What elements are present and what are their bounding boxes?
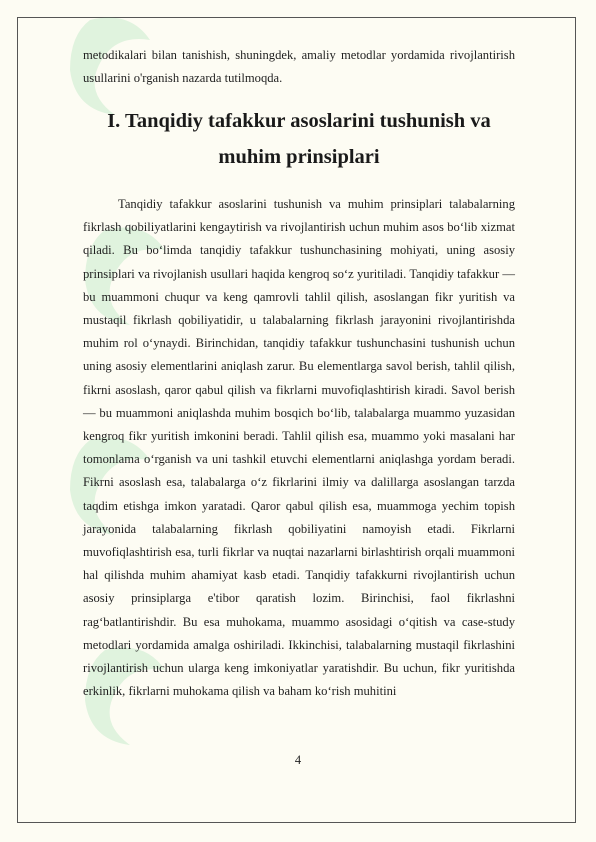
intro-paragraph: metodikalari bilan tanishish, shuningdek, amaliy metodlar yordamida rivojlantirish usullarini o'rganish nazarda tutilmoqda. [83, 48, 515, 85]
page-content [83, 44, 515, 703]
section-heading: I. Tanqidiy tafakkur asoslarini tushunish va muhim prinsiplari [107, 110, 491, 168]
page-number: 4 [294, 753, 302, 767]
body-paragraph: Tanqidiy tafakkur asoslarini tushunish va muhim prinsiplari talabalarning fikrlash qobiliyatlarini kengaytirish va rivojlantirish uchun muhim asos bo‘lib xizmat qiladi. Bu bo‘limda tanqidiy tafakkur tushunchasining mohiyati, uning asosiy prinsiplari va rivojlanish usullari haqida kengroq so‘z yuritiladi. Tanqidiy tafakkur — bu muammoni chuqur va keng qamrovli tahlil qilish, asoslangan fikr yuritish va mustaqil fikrlash qobiliyatidir, u talabalarning fikrlash jarayonini rivojlantirishda muhim rol o‘ynaydi. Birinchidan, tanqidiy tafakkur tushunchasini tushunish uchun uning asosiy elementlarini aniqlash zarur. Bu elementlarga savol berish, tahlil qilish, fikrni asoslash, qaror qabul qilish va fikrlarni muvofiqlashtirish kiradi. Savol berish — bu muammoni aniqlashda muhim bosqich bo‘lib, talabalarga muammo yuzasidan kengroq fikr yuritish imkonini beradi. Tahlil qilish esa, muammo yoki masalani har tomonlama o‘rganish va uni tashkil etuvchi elementlarni aniqlashga yordam beradi. Fikrni asoslash esa, talabalarga o‘z fikrlarini ilmiy va dalillarga asoslangan tarzda taqdim etishga imkon yaratadi. Qaror qabul qilish esa, muammoga yechim topish jarayonida talabalarning fikrlash qobiliyatini namoyish etadi. Fikrlarni muvofiqlashtirish esa, turli fikrlar va nuqtai nazarlarni birlashtirish orqali muammoni hal qilishda muhim ahamiyat kasb etadi. Tanqidiy tafakkurni rivojlantirish uchun asosiy prinsiplarga e'tibor qaratish lozim. Birinchisi, faol fikrlashni rag‘batlantirishdir. Bu esa muhokama, muammo asosidagi o‘qitish va case-study metodlari yordamida amalga oshiriladi. Ikkinchisi, talabalarning mustaqil fikrlashini rivojlantirish uchun ularga keng imkoniyatlar yaratishdir. Bu uchun, fikr yuritishda erkinlik, fikrlarni muhokama qilish va baham ko‘rish muhitini [83, 197, 515, 699]
